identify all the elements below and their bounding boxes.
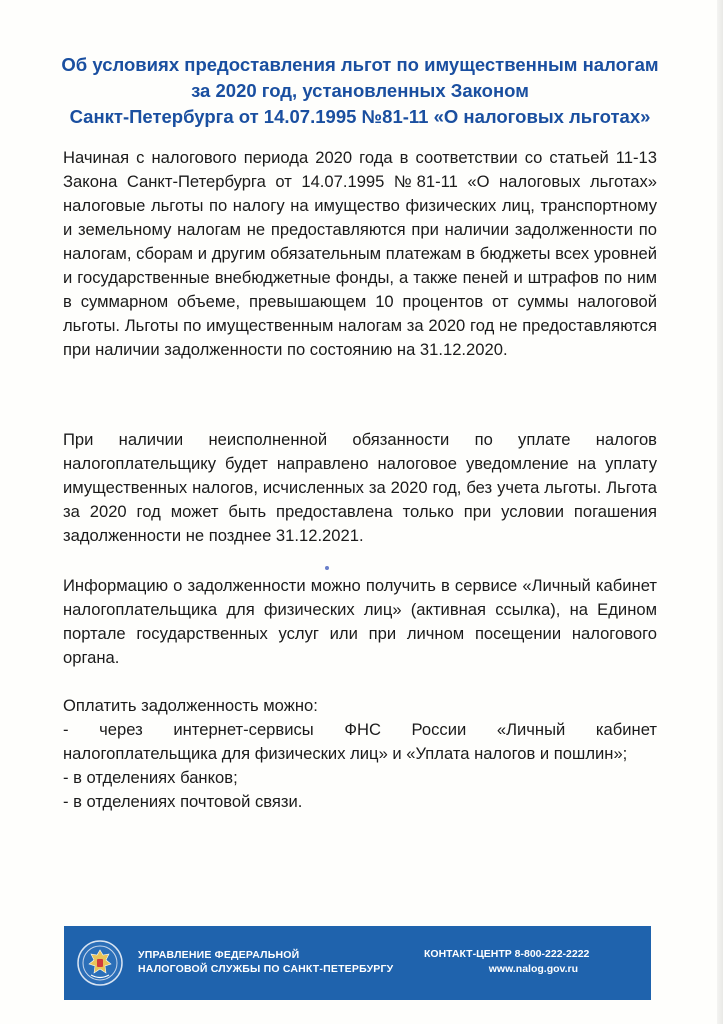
footer-org-line-2: НАЛОГОВОЙ СЛУЖБЫ ПО САНКТ-ПЕТЕРБУРГУ [138,963,394,975]
title-line-2: за 2020 год, установленных Законом [191,80,529,101]
payment-item-online: - через интернет-сервисы ФНС России «Личный кабинет налогоплательщика для физических лиц» и «Уплата налогов и пошлин»; [63,720,657,763]
footer-website-link[interactable]: www.nalog.gov.ru [488,963,578,975]
paragraph-2-text: При наличии неисполненной обязанности по уплате налогов налогоплательщику будет направлено налоговое уведомление на уплату имущественных налогов, исчисленных за 2020 год, без учета льготы. Льгота за 2020 год может быть предоставлена только при условии погашения задолженности не позднее 31.12.2021. [63,430,657,545]
payment-item-banks: - в отделениях банков; [63,768,238,787]
paragraph-debt-info [63,574,657,670]
paragraph-1-text: Начиная с налогового периода 2020 года в соответствии со статьей 11-13 Закона Санкт-Петербурга от 14.07.1995 №81-11 «О налоговых льготах» налоговые льготы по налогу на имущество физических лиц, транспортному и земельному налогам не предоставляются при наличии задолженности по налогам, сборам и другим обязательным платежам в бюджеты всех уровней и государственные внебюджетные фонды, а также пеней и штрафов по ним в суммарном объеме, превышающем 10 процентов от суммы налоговой льготы. Льготы по имущественным налогам за 2020 год не предоставляются при наличии задолженности по состоянию на 31.12.2020. [63,148,657,359]
footer-contact-center: КОНТАКТ-ЦЕНТР 8-800-222-2222 [424,948,590,960]
title-line-3: Санкт-Петербурга от 14.07.1995 №81-11 «О налоговых льготах» [69,106,651,127]
payment-intro: Оплатить задолженность можно: [63,696,318,715]
document-title [40,52,680,130]
footer-banner [64,926,651,1000]
scan-edge-shadow [717,0,723,1024]
scan-speck [325,566,329,570]
paragraph-3-text: Информацию о задолженности можно получить в сервисе «Личный кабинет налогоплательщика для физических лиц» (активная ссылка), на Едином портале государственных услуг или при личном посещении налогового органа. [63,576,657,667]
footer-organization [138,948,393,976]
paragraph-tax-notice [63,428,657,548]
footer-org-line-1: УПРАВЛЕНИЕ ФЕДЕРАЛЬНОЙ [138,949,300,961]
fns-emblem-icon [76,939,124,987]
payment-methods [63,694,657,814]
paragraph-benefits-conditions [63,146,657,362]
footer-contact [424,947,590,977]
payment-item-post: - в отделениях почтовой связи. [63,792,303,811]
title-line-1: Об условиях предоставления льгот по имущественным налогам [61,54,659,75]
